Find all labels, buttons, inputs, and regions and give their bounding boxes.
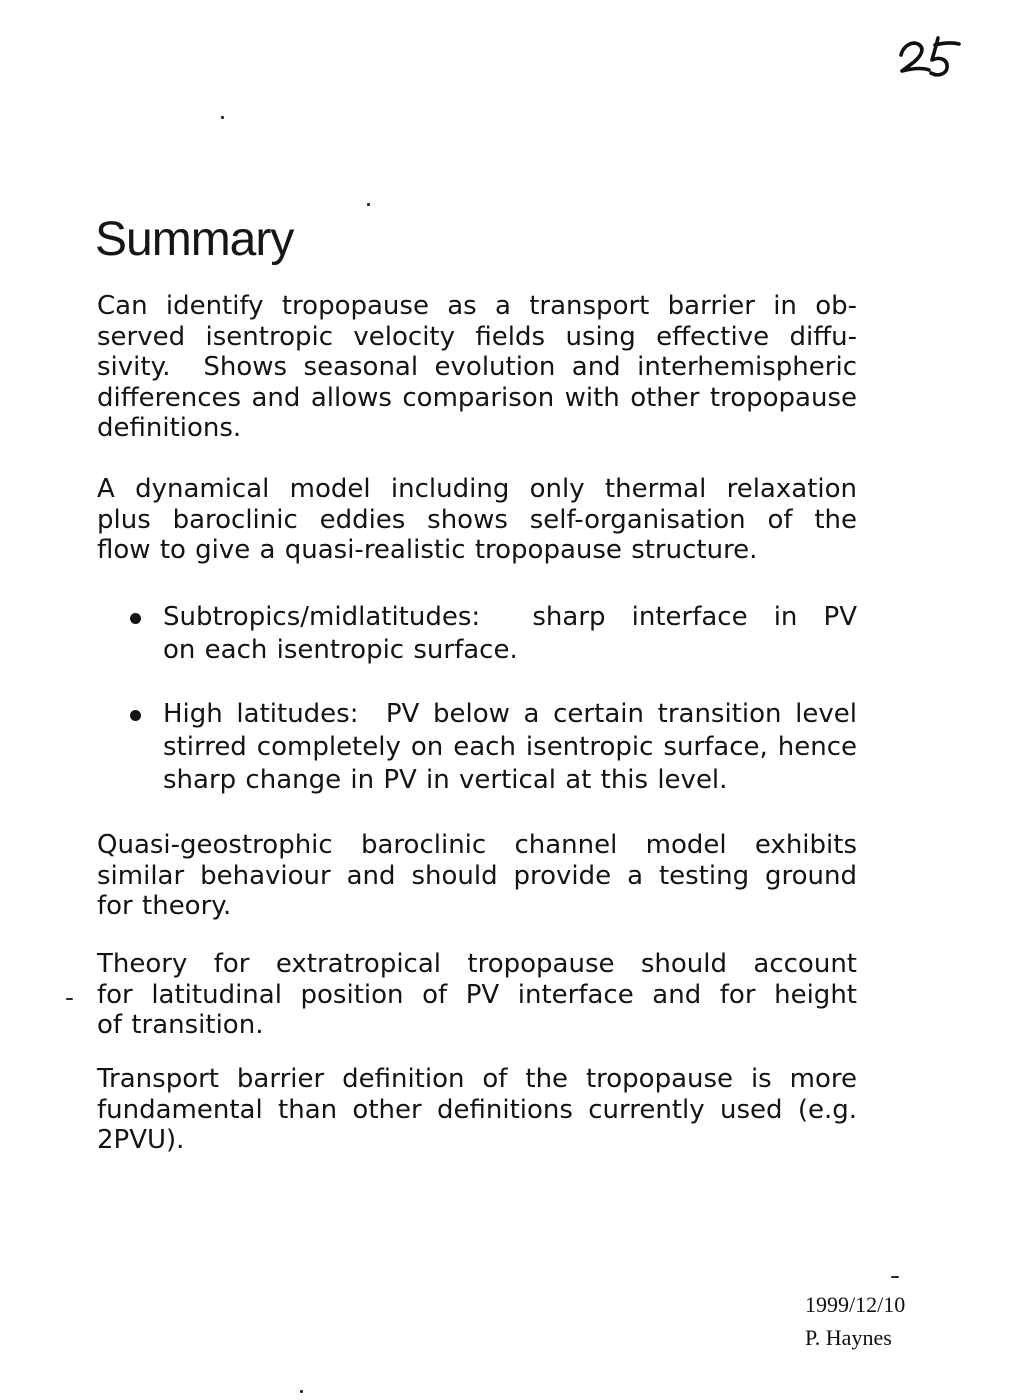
paragraph [97,830,857,922]
bullet-line: sharp change in PV in vertical at this level. [163,765,728,795]
bullet-line: on each isentropic surface. [163,635,518,665]
bullet-dot [130,710,141,721]
paragraph-line: Transport barrier definition of the tropopause is more [97,1064,857,1094]
paragraph-line: similar behaviour and should provide a testing ground [97,860,857,891]
paragraph [97,291,857,444]
paragraph-line: Theory for extratropical tropopause should account [97,949,857,979]
bullet-line: High latitudes: PV below a certain transition level [163,699,857,729]
paragraph-line: 2PVU). [97,1125,185,1155]
paragraph-line: for latitudinal position of PV interface and for height [97,979,857,1010]
paragraph-line: A dynamical model including only thermal relaxation [97,474,857,504]
scan-speck [66,998,73,1000]
paragraph-line: fundamental than other definitions currently used (e.g. [97,1094,857,1125]
scan-speck [221,116,224,119]
bullet-line: Subtropics/midlatitudes: sharp interface in PV [163,602,857,632]
paragraph [97,1064,857,1156]
scan-speck [891,1276,899,1278]
footer-author: P. Haynes [805,1325,892,1350]
paragraph-line: differences and allows comparison with other tropopause [97,382,857,413]
paragraph-line: sivity. Shows seasonal evolution and interhemispheric [97,352,857,382]
bullet-item [163,698,857,797]
paragraph [97,474,857,566]
bullet-line: stirred completely on each isentropic surface, hence [163,732,857,762]
paragraph [97,949,857,1041]
paragraph-line: flow to give a quasi-realistic tropopause structure. [97,535,758,565]
scan-speck [300,1390,303,1393]
footer-date: 1999/12/10 [805,1292,906,1317]
scan-speck [367,203,370,206]
bullet-item [163,601,857,667]
paragraph-line: Quasi-geostrophic baroclinic channel model exhibits [97,830,857,860]
paragraph-line: of transition. [97,1010,264,1040]
page-title: Summary [95,213,294,266]
paragraph-line: plus baroclinic eddies shows self-organisation of the [97,504,857,535]
paragraph-line: Can identify tropopause as a transport barrier in ob- [97,291,857,321]
bullet-dot [130,613,141,624]
paragraph-line: definitions. [97,413,242,443]
paragraph-line: for theory. [97,891,232,921]
footer [805,1288,905,1354]
paragraph-line: served isentropic velocity fields using effective diffu- [97,321,857,352]
